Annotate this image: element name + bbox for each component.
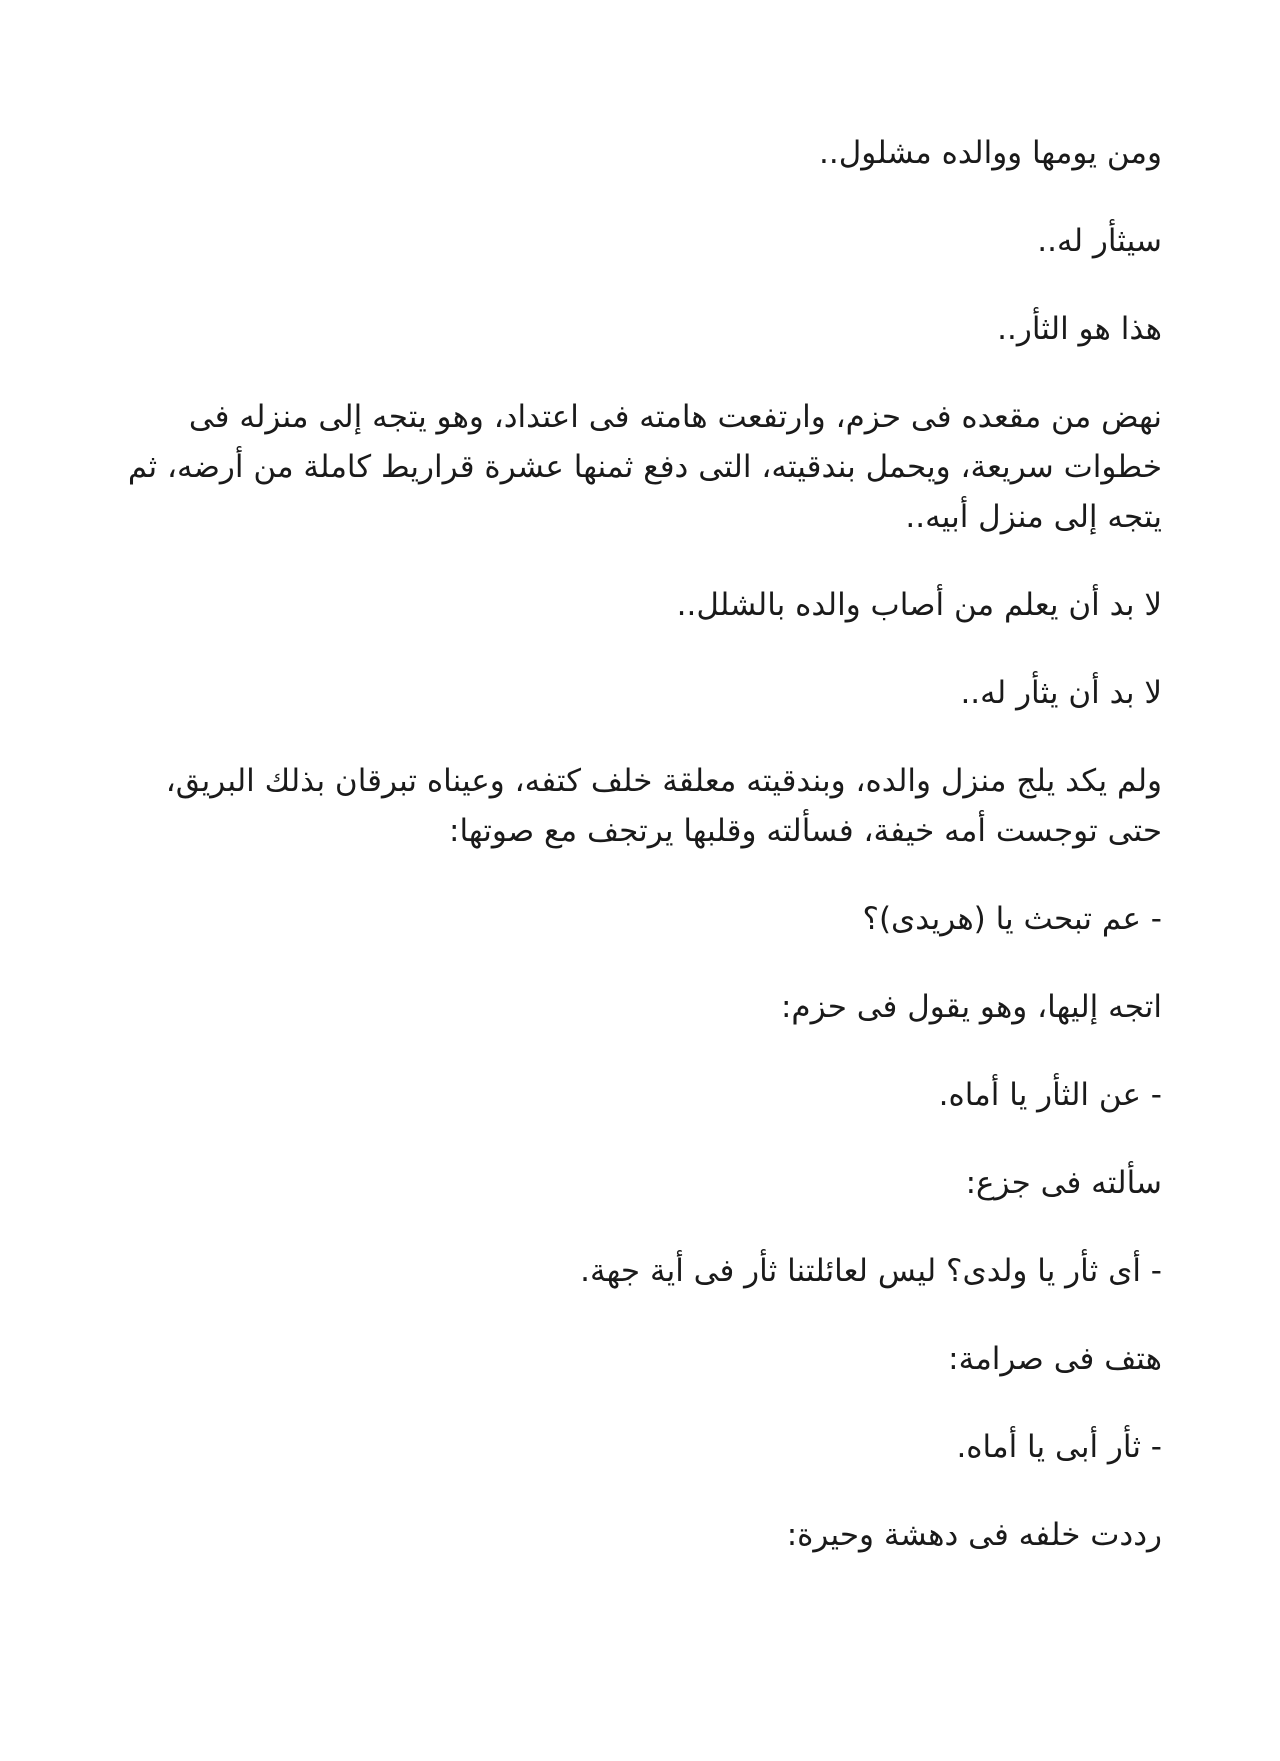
paragraph-3: هذا هو الثأر..: [997, 311, 1162, 347]
paragraph-6: لا بد أن يثأر له..: [960, 675, 1162, 711]
paragraph-11: سألته فى جزع:: [965, 1165, 1162, 1201]
paragraph-7: ولم يكد يلج منزل والده، وبندقيته معلقة خلف كتفه، وعيناه تبرقان بذلك البريق، حتى توجست أمه خيفة، فسألته وقلبها يرتجف مع صوتها:: [165, 763, 1162, 849]
paragraph-2: سيثأر له..: [1037, 223, 1162, 259]
paragraph-9: اتجه إليها، وهو يقول فى حزم:: [780, 989, 1162, 1025]
paragraph-5: لا بد أن يعلم من أصاب والده بالشلل..: [676, 587, 1162, 623]
paragraph-15: رددت خلفه فى دهشة وحيرة:: [786, 1517, 1162, 1553]
dialogue-line-3: - أى ثأر يا ولدى؟ ليس لعائلتنا ثأر فى أية جهة.: [580, 1253, 1162, 1289]
dialogue-line-1: - عم تبحث يا (هريدى)؟: [862, 901, 1162, 937]
paragraph-1: ومن يومها ووالده مشلول..: [819, 135, 1162, 171]
page-text: [122, 128, 1162, 1598]
paragraph-4: نهض من مقعده فى حزم، وارتفعت هامته فى اعتداد، وهو يتجه إلى منزله فى خطوات سريعة، ويحمل بندقيته، التى دفع ثمنها عشرة قراريط كاملة من أرضه، ثم يتجه إلى منزل أبيه..: [127, 399, 1162, 535]
dialogue-line-2: - عن الثأر يا أماه.: [938, 1077, 1162, 1113]
dialogue-line-4: - ثأر أبى يا أماه.: [956, 1429, 1162, 1465]
paragraph-13: هتف فى صرامة:: [948, 1341, 1162, 1377]
